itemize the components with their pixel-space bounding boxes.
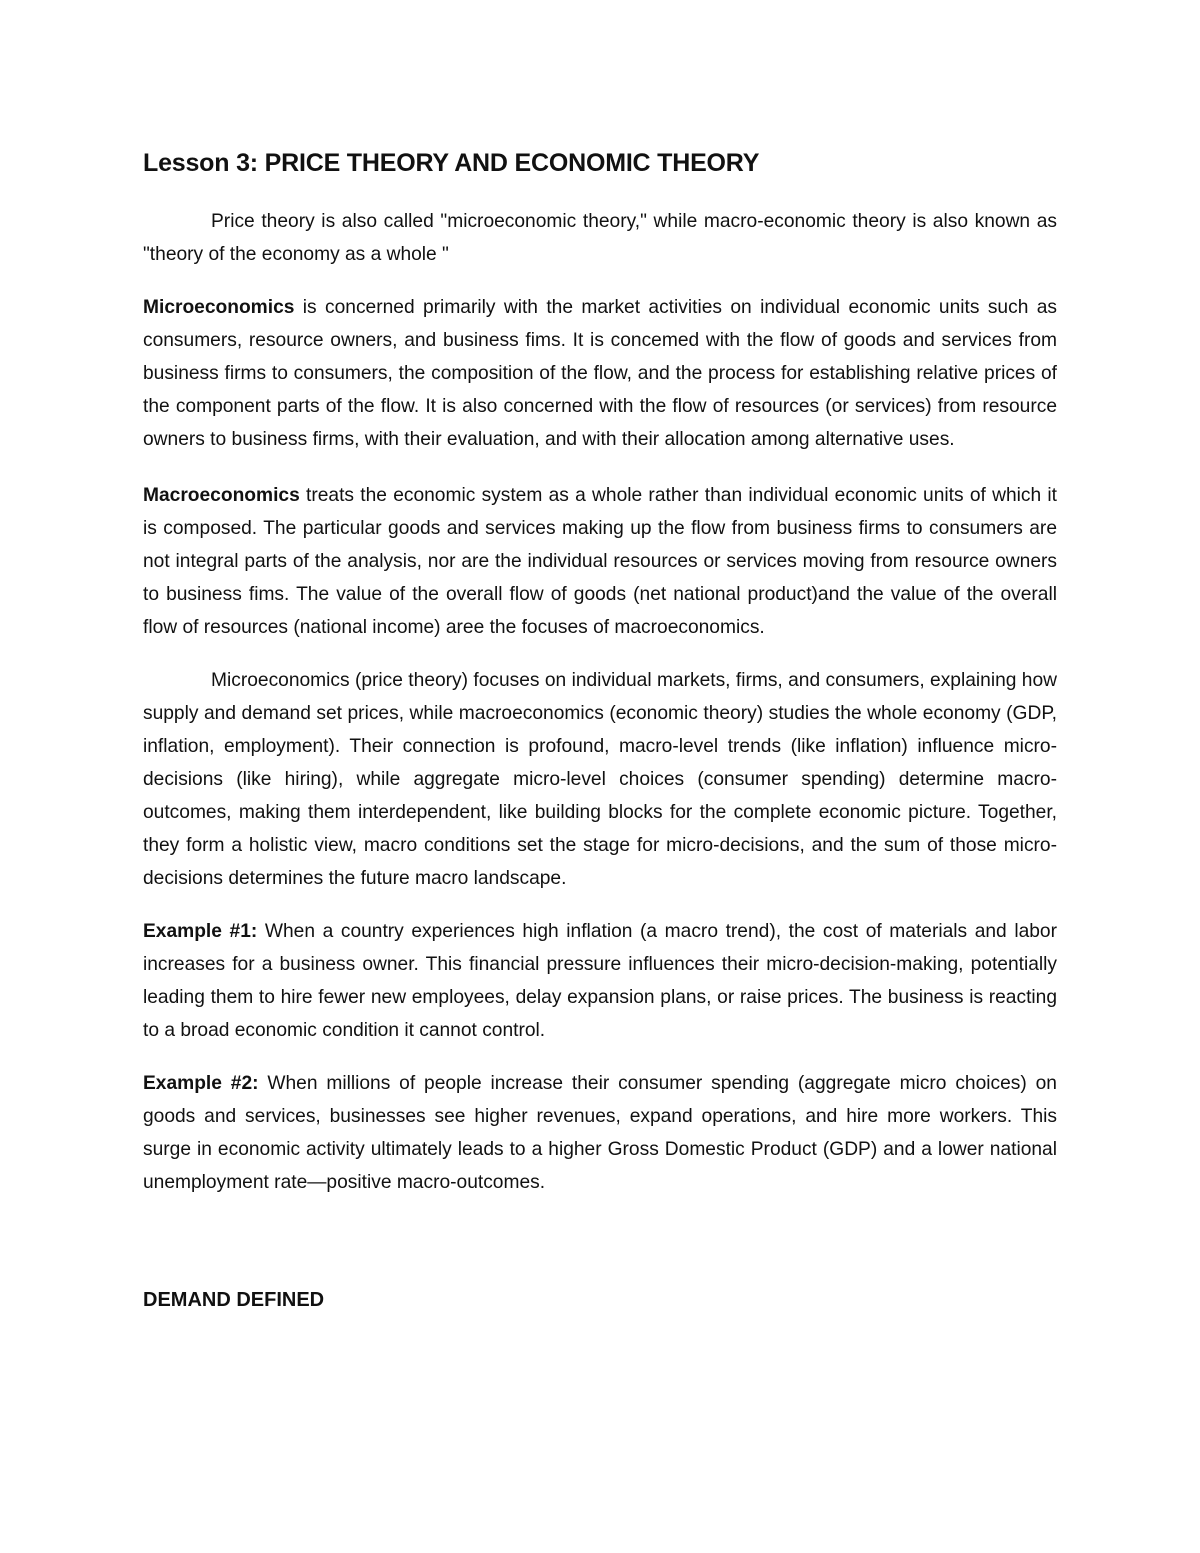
document-body [143,146,1057,1315]
lesson-title: Lesson 3: PRICE THEORY AND ECONOMIC THEORY [143,149,760,177]
macroeconomics-text: treats the economic system as a whole rather than individual economic units of which it is composed. The particular goods and services making up the flow from business firms to consumers are not integral parts of the analysis, nor are the individual resources or services moving from resource owners to business fims. The value of the overall flow of goods (net national product)and the value of the overall flow of resources (national income) aree the focuses of macroeconomics. [143,485,1057,638]
macroeconomics-term: Macroeconomics [143,485,300,506]
example-2-paragraph [143,1067,1057,1199]
demand-defined-heading: DEMAND DEFINED [143,1289,325,1311]
microeconomics-text: is concerned primarily with the market activities on individual economic units such as consumers, resource owners, and business fims. It is concemed with the flow of goods and services from business firms to consumers, the composition of the flow, and the process for establishing relative prices of the component parts of the flow. It is also concerned with the flow of resources (or services) from resource owners to business firms, with their evaluation, and with their allocation among alternative uses. [143,297,1057,450]
microeconomics-paragraph [143,291,1057,456]
example-1-paragraph [143,915,1057,1047]
example-1-label: Example #1: [143,921,258,942]
macroeconomics-paragraph [143,479,1057,644]
connection-paragraph: Microeconomics (price theory) focuses on individual markets, firms, and consumers, explaining how supply and demand set prices, while macroeconomics (economic theory) studies the whole economy (GDP, inflation, employment). Their connection is profound, macro-level trends (like inflation) influence micro-decisions (like hiring), while aggregate micro-level choices (consumer spending) determine macro-outcomes, making them interdependent, like building blocks for the complete economic picture. Together, they form a holistic view, macro conditions set the stage for micro-decisions, and the sum of those micro-decisions determines the future macro landscape. [143,670,1057,889]
intro-paragraph: Price theory is also called "microeconomic theory," while macro-economic theory is also known as "theory of the economy as a whole " [143,211,1057,265]
example-2-label: Example #2: [143,1073,259,1094]
microeconomics-term: Microeconomics [143,297,295,318]
example-1-text: When a country experiences high inflation (a macro trend), the cost of materials and labor increases for a business owner. This financial pressure influences their micro-decision-making, potentially leading them to hire fewer new employees, delay expansion plans, or raise prices. The business is reacting to a broad economic condition it cannot control. [143,921,1057,1041]
example-2-text: When millions of people increase their consumer spending (aggregate micro choices) on goods and services, businesses see higher revenues, expand operations, and hire more workers. This surge in economic activity ultimately leads to a higher Gross Domestic Product (GDP) and a lower national unemployment rate—positive macro-outcomes. [143,1073,1057,1193]
